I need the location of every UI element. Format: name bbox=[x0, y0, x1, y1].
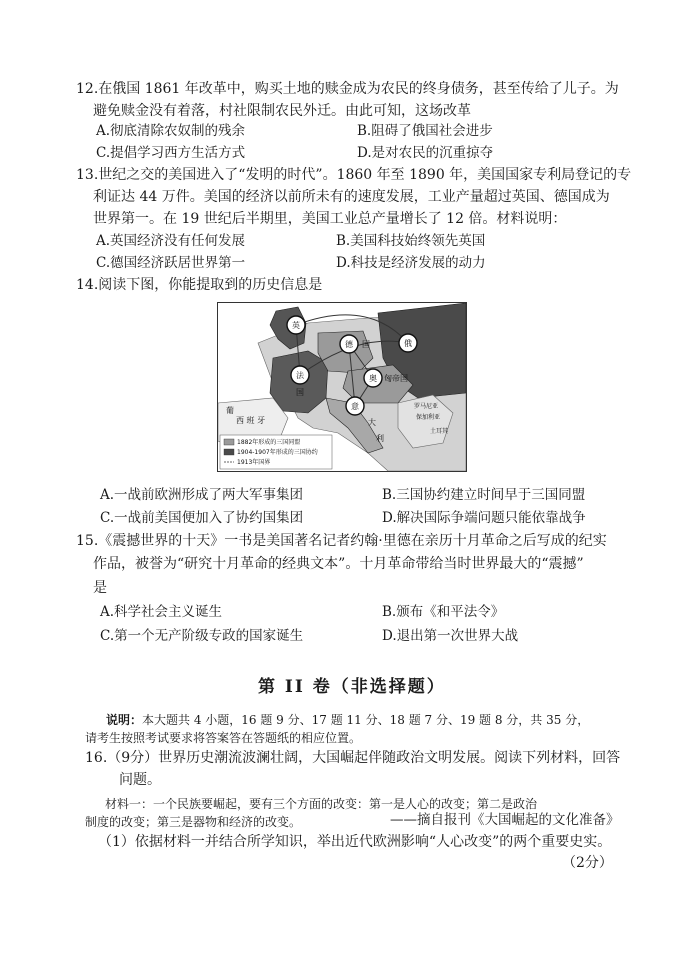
map-label-romania: 罗马尼亚 bbox=[414, 403, 439, 410]
section-note-line1 bbox=[106, 711, 589, 729]
q16-material-line1: 材料一：一个民族要崛起，要有三个方面的改变：第一是人心的改变；第二是政治 bbox=[105, 797, 538, 811]
q16-stem-line2: 问题。 bbox=[119, 772, 161, 788]
map-label-france: 法 bbox=[296, 371, 304, 380]
q16-subquestion-1-score: （2分） bbox=[562, 855, 613, 871]
legend-border-1913: 1913年国界 bbox=[237, 459, 271, 466]
q14-option-d: D.解决国际争端问题只能依靠战争 bbox=[382, 510, 586, 526]
q14-option-a: A.一战前欧洲形成了两大军事集团 bbox=[100, 487, 304, 503]
section-note-text: 本大题共 4 小题，16 题 9 分、17 题 11 分、18 题 7 分、19 题 8 分，共 35 分， bbox=[142, 713, 590, 727]
q15-option-c: C.第一个无产阶级专政的国家诞生 bbox=[100, 628, 304, 644]
map-label-austria: 奥 bbox=[369, 374, 377, 383]
q15-option-b: B.颁布《和平法令》 bbox=[382, 604, 505, 620]
q15-stem-line1: 15.《震撼世界的十天》一书是美国著名记者约翰·里德在亲历十月革命之后写成的纪实 bbox=[76, 533, 607, 549]
map-label-germany: 德 bbox=[345, 340, 353, 349]
q13-stem-line2: 利证达 44 万件。美国的经济以前所未有的速度发展，工业产量超过英国、德国成为 bbox=[93, 189, 610, 205]
section-note-line2: 请考生按照考试要求将答案答在答题纸的相应位置。 bbox=[85, 731, 362, 745]
q13-option-d: D.科技是经济发展的动力 bbox=[336, 255, 486, 271]
q16-material-line2: 制度的改变；第三是器物和经济的改变。 bbox=[85, 815, 302, 829]
map-label-britain: 英 bbox=[292, 321, 300, 330]
q15-stem-line2: 作品，被誉为“研究十月革命的经典文本”。十月革命带给当时世界最大的“震撼” bbox=[93, 556, 584, 572]
q12-stem-line2: 避免赎金没有着落，村社限制农民外迁。由此可知，这场改革 bbox=[93, 103, 471, 119]
map-label-france-guo: 国 bbox=[296, 388, 304, 397]
q16-subquestion-1: （1）依据材料一并结合所学知识，举出近代欧洲影响“人心改变”的两个重要史实。 bbox=[98, 834, 612, 850]
q16-material-source: ——摘自报刊《大国崛起的文化准备》 bbox=[390, 812, 620, 828]
map-label-portugal: 葡 bbox=[226, 406, 234, 415]
map-label-austria-empire: 匈帝国 bbox=[384, 374, 408, 383]
q13-stem-line1: 13.世纪之交的美国进入了“发明的时代”。1860 年至 1890 年，美国国家专利局登记的专 bbox=[76, 167, 632, 183]
legend-triple-alliance: 1882年形成的三国同盟 bbox=[237, 439, 301, 446]
q13-option-a: A.英国经济没有任何发展 bbox=[96, 233, 246, 249]
q12-option-b: B.阻碍了俄国社会进步 bbox=[357, 123, 493, 139]
legend-triple-entente: 1904-1907年形成的三国协约 bbox=[237, 449, 318, 456]
q14-stem: 14.阅读下图，你能提取到的历史信息是 bbox=[76, 277, 323, 293]
q12-stem-line1: 12.在俄国 1861 年改革中，购买土地的赎金成为农民的终身债务，甚至传给了儿子。为 bbox=[76, 81, 619, 97]
section-title: 第 II 卷（非选择题） bbox=[258, 677, 446, 697]
map-label-italy-li: 利 bbox=[376, 434, 384, 443]
europe-alliance-map bbox=[217, 302, 467, 472]
map-label-turkey: 土耳其 bbox=[430, 428, 449, 435]
map-label-bulgaria: 保加利亚 bbox=[416, 414, 441, 421]
q14-option-c: C.一战前美国便加入了协约国集团 bbox=[100, 510, 304, 526]
q15-option-d: D.退出第一次世界大战 bbox=[382, 628, 519, 644]
europe-map-graphic bbox=[218, 303, 466, 471]
q12-option-d: D.是对农民的沉重掠夺 bbox=[357, 145, 494, 161]
q15-stem-line3: 是 bbox=[93, 580, 107, 596]
map-label-germany-guo: 国 bbox=[362, 340, 370, 349]
map-label-italy: 意 bbox=[351, 402, 359, 411]
q13-option-c: C.德国经济跃居世界第一 bbox=[96, 255, 246, 271]
q13-option-b: B.美国科技始终领先英国 bbox=[336, 233, 486, 249]
q13-stem-line3: 世界第一。在 19 世纪后半期里，美国工业总产量增长了 12 倍。材料说明： bbox=[93, 211, 567, 227]
q16-stem-line1: 16.（9分）世界历史潮流波澜壮阔，大国崛起伴随政治文明发展。阅读下列材料，回答 bbox=[85, 750, 621, 766]
q12-option-c: C.提倡学习西方生活方式 bbox=[96, 145, 246, 161]
q12-option-a: A.彻底清除农奴制的残余 bbox=[96, 123, 246, 139]
map-label-spain: 西 班 牙 bbox=[236, 416, 266, 425]
map-label-russia: 俄 bbox=[404, 339, 412, 348]
section-note-label: 说明： bbox=[106, 713, 143, 727]
q14-option-b: B.三国协约建立时间早于三国同盟 bbox=[382, 487, 586, 503]
map-label-italy-da: 大 bbox=[368, 418, 376, 427]
q15-option-a: A.科学社会主义诞生 bbox=[100, 604, 223, 620]
